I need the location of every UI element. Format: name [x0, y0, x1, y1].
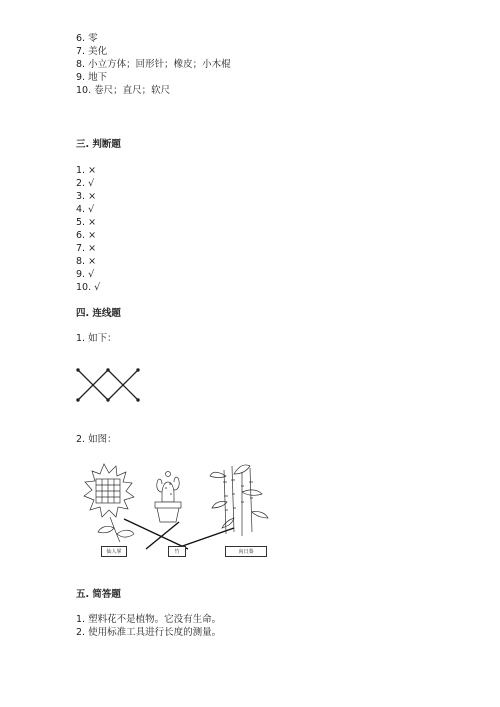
- judgement-item: 7. ×: [76, 243, 97, 254]
- answer-line: 10. 卷尺；直尺；软尺: [76, 85, 171, 96]
- answer-line: 8. 小立方体；回形针；橡皮；小木棍: [76, 59, 231, 70]
- dot: [136, 368, 139, 371]
- label-box-bamboo: [168, 546, 186, 557]
- judgement-item: 9. √: [76, 269, 95, 280]
- dot: [106, 368, 109, 371]
- judgement-item: 8. ×: [76, 256, 97, 267]
- label-text: 向日葵: [238, 549, 254, 555]
- label-text: 竹: [174, 549, 180, 555]
- answer-line: 6. 零: [76, 33, 98, 44]
- short-answer-item: 2. 使用标准工具进行长度的测量。: [76, 627, 222, 638]
- dot: [76, 398, 79, 401]
- label-box-cactus: [101, 546, 127, 557]
- section-heading-matching: 四. 连线题: [76, 308, 121, 319]
- cactus-image: [155, 472, 181, 523]
- dot: [136, 398, 139, 401]
- short-answer-item: 1. 塑料花不是植物。它没有生命。: [76, 614, 222, 625]
- judgement-item: 3. ×: [76, 191, 97, 202]
- judgement-item: 10. √: [76, 282, 101, 293]
- dot: [76, 368, 79, 371]
- question-label: 1. 如下：: [76, 333, 117, 344]
- answer-line: 9. 地下: [76, 72, 108, 83]
- answer-line: 7. 美化: [76, 46, 108, 57]
- section-heading-short-answer: 五. 简答题: [76, 589, 121, 600]
- judgement-item: 1. ×: [76, 165, 97, 176]
- question-label: 2. 如图：: [76, 434, 117, 445]
- judgement-item: 4. √: [76, 204, 95, 215]
- label-text: 仙人掌: [106, 549, 122, 555]
- sunflower-image: [84, 464, 134, 542]
- section-heading-judgement: 三. 判断题: [76, 139, 121, 150]
- dot: [106, 398, 109, 401]
- match-line: [146, 522, 179, 549]
- judgement-item: 5. ×: [76, 217, 97, 228]
- label-box-sunflower: [225, 546, 267, 557]
- judgement-item: 6. ×: [76, 230, 97, 241]
- bamboo-image: [210, 465, 268, 536]
- judgement-item: 2. √: [76, 178, 95, 189]
- matching-lines-diagram: [70, 362, 150, 410]
